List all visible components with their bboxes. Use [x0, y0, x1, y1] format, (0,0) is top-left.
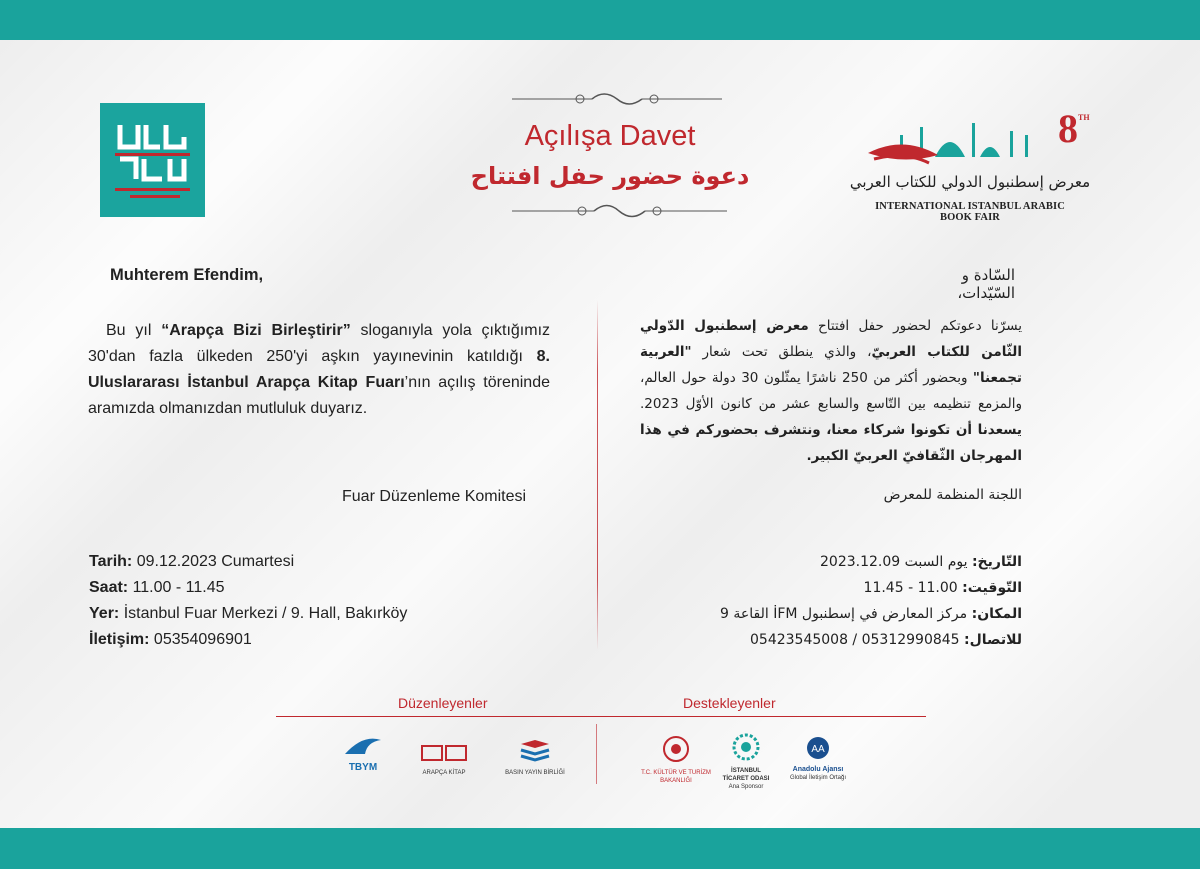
time-row-ar: التّوقيت: 11.00 - 11.45: [863, 580, 1022, 596]
sponsors-vertical-divider: [596, 724, 597, 784]
title-arabic: دعوة حضور حفل افتتاح: [470, 162, 750, 190]
contact-row: İletişim: 05354096901: [89, 631, 252, 648]
chamber-emblem-icon: [731, 732, 761, 762]
aa-emblem-icon: [804, 735, 832, 761]
anadolu-agency-logo: AA Anadolu Ajansı Global İletişim Ortağı: [786, 735, 850, 782]
ministry-emblem-icon: [661, 734, 691, 764]
fair-edition-number: 8TH: [1058, 106, 1090, 151]
event-details-turkish: [89, 549, 407, 653]
fair-name-arabic: معرض إسطنبول الدولي للكتاب العربي: [849, 173, 1091, 191]
signature-arabic: اللجنة المنظمة للمعرض: [883, 487, 1022, 503]
supporters-label: Destekleyenler: [683, 695, 776, 711]
stacked-books-icon: [517, 738, 553, 764]
bottom-ornament-icon: [512, 199, 727, 223]
title-turkish: Açılışa Davet: [524, 120, 696, 152]
top-ornament-icon: [512, 88, 722, 110]
tbym-logo: TBYM: [340, 736, 386, 773]
svg-text:AA: AA: [811, 744, 825, 755]
top-band: [0, 0, 1200, 40]
arabic-unites-us-logo: [100, 103, 205, 217]
bottom-band: [0, 828, 1200, 869]
fair-caption: INTERNATIONAL ISTANBUL ARABIC BOOK FAIR: [875, 201, 1065, 223]
invitation-paragraph-turkish: Bu yıl “Arapça Bizi Birleştirir” sloganıyla yola çıktığımız 30'dan fazla ülkeden 250'yi aşkın yayınevinin katıldığı 8. Uluslararası İstanbul Arapça Kitap Fuarı’nın açılış töreninde aramızda olmanızdan mutluluk duyarız.: [88, 322, 551, 417]
date-row: Tarih: 09.12.2023 Cumartesi: [89, 553, 295, 570]
greeting-turkish: Muhterem Efendim,: [110, 266, 264, 284]
sponsors-divider: [276, 716, 926, 717]
arapca-kitap-logo: ARAPÇA KİTAP: [418, 740, 470, 777]
column-divider: [597, 300, 598, 650]
istanbul-chamber-logo: İSTANBUL TİCARET ODASI Ana Sponsor: [720, 732, 772, 791]
contact-row-ar: للاتصال: 05312990845 / 05423545008: [750, 632, 1022, 648]
organizers-label: Düzenleyenler: [398, 695, 488, 711]
basin-yayin-logo: BASIN YAYIN BİRLİĞİ: [505, 738, 565, 777]
invitation-paragraph-arabic: يسرّنا دعوتكم لحضور حفل افتتاح معرض إسطنبول الدّولي الثّامن للكتاب العربيّ، والذي ينطلق تحت شعار "العربية تجمعنا" وبحضور أكثر من 250 ناشرًا يمثّلون 30 دولة حول العالم، والمزمع تنظيمه بين التّاسع والسابع عشر من كانون الأوّل 2023. يسعدنا أن تكونوا شركاء معنا، ونتشرف بحضوركم في هذا المهرجان الثّقافيّ العربيّ الكبير.: [640, 318, 1023, 464]
place-row-ar: المكان: مركز المعارض في إسطنبول İFM القاعة 9: [720, 606, 1022, 622]
place-row: Yer: İstanbul Fuar Merkezi / 9. Hall, Bakırköy: [89, 605, 408, 622]
tbym-book-icon: [341, 736, 385, 758]
date-row-ar: التّاريخ: يوم السبت 2023.12.09: [820, 554, 1022, 570]
greeting-arabic: السّادة و السّيّدات،: [957, 266, 1015, 302]
open-book-icon: [419, 740, 469, 764]
time-row: Saat: 11.00 - 11.45: [89, 579, 225, 596]
signature-turkish: Fuar Düzenleme Komitesi: [342, 488, 527, 505]
kufic-logo-icon: [100, 103, 205, 217]
culture-ministry-logo: T.C. KÜLTÜR VE TURİZM BAKANLIĞI: [640, 734, 712, 785]
book-fair-logo-icon: [849, 105, 1091, 215]
event-details-arabic: [640, 549, 1022, 653]
